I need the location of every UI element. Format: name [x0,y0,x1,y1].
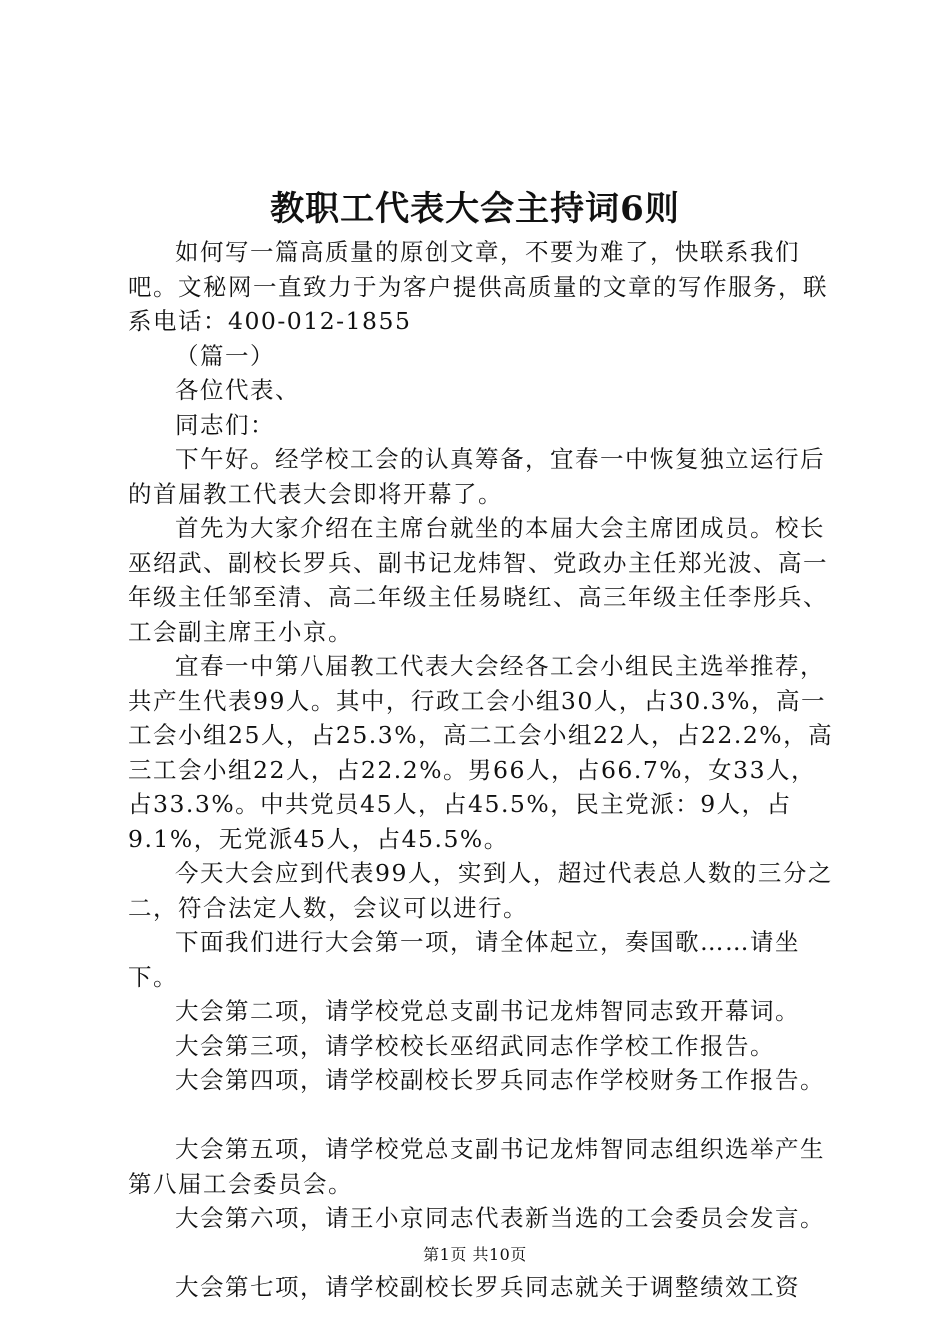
paragraph-presidium: 首先为大家介绍在主席台就坐的本届大会主席团成员。校长巫绍武、副校长罗兵、副书记龙炜智、党政办主任郑光波、高一年级主任邹至清、高二年级主任易晓红、高三年级主任李彤兵、工会副主席王小京。 [128,514,828,646]
paragraph-representatives: 宜春一中第八届教工代表大会经各工会小组民主选举推荐，共产生代表99人。其中，行政工会小组30人，占30.3%，高一工会小组25人，占25.3%，高二工会小组22人，占22.2%，高三工会小组22人，占22.2%。男66人，占66.7%，女33人，占33.3%。中共党员45人，占45.5%，民主党派：9人，占9.1%，无党派45人，占45.5%。 [128,652,834,853]
page-footer: 第1页 共10页 [423,1245,527,1264]
paragraph-salutation-2: 同志们： [175,410,275,439]
paragraph-blank [128,1098,840,1133]
paragraph-salutation-1: 各位代表、 [175,376,300,404]
paragraph-item-7: 大会第七项，请学校副校长罗兵同志就关于调整绩效工资 [175,1273,800,1301]
paragraph-item-5: 大会第五项，请学校党总支副书记龙炜智同志组织选举产生第八届工会委员会。 [128,1135,825,1198]
paragraph-intro: 如何写一篇高质量的原创文章，不要为难了，快联系我们吧。文秘网一直致力于为客户提供高质量的文章的写作服务，联系电话：400-012-1855 [128,238,828,335]
paragraph-attendance: 今天大会应到代表99人，实到人，超过代表总人数的三分之二，符合法定人数，会议可以进行。 [128,859,833,922]
document-body [128,235,840,1305]
paragraph-item-4: 大会第四项，请学校副校长罗兵同志作学校财务工作报告。 [175,1066,825,1094]
paragraph-item-6: 大会第六项，请王小京同志代表新当选的工会委员会发言。 [175,1204,825,1232]
paragraph-section-label: （篇一） [175,341,275,370]
paragraph-item-3: 大会第三项，请学校校长巫绍武同志作学校工作报告。 [175,1031,775,1060]
paragraph-item-1: 下面我们进行大会第一项，请全体起立，奏国歌……请坐下。 [128,928,800,991]
paragraph-item-2: 大会第二项，请学校党总支副书记龙炜智同志致开幕词。 [175,997,800,1025]
document-title: 教职工代表大会主持词6则 [270,189,680,229]
paragraph-greeting: 下午好。经学校工会的认真筹备，宜春一中恢复独立运行后的首届教工代表大会即将开幕了。 [128,445,825,508]
